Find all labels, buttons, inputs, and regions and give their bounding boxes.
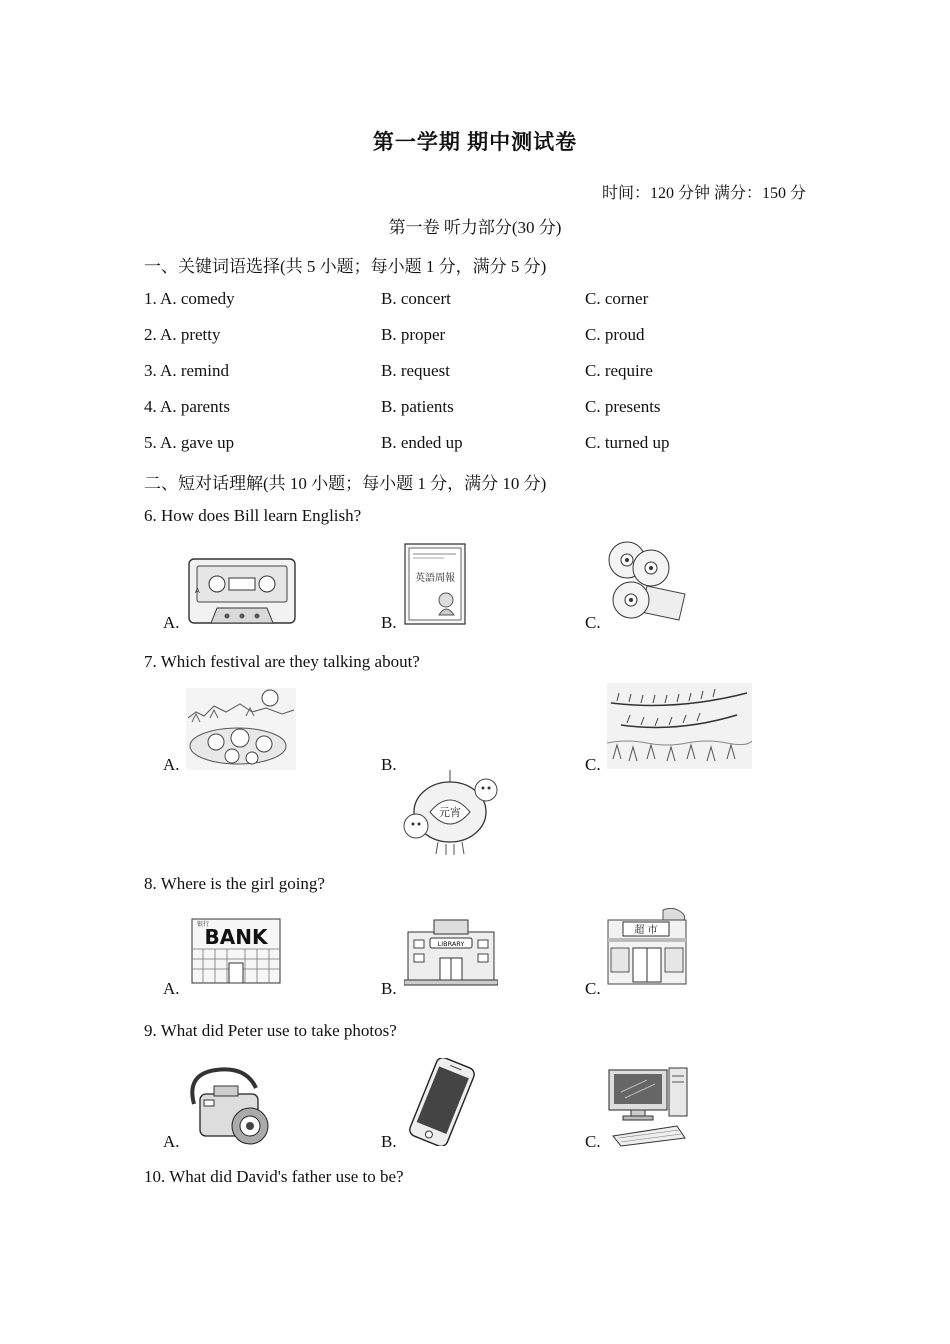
section2-heading: 二、短对话理解(共 10 小题；每小题 1 分，满分 10 分)	[144, 474, 547, 493]
exam-title: 第一学期 期中测试卷	[372, 130, 578, 154]
bank-small-text: 银行	[197, 921, 210, 928]
q1-option-a: 1. A. comedy	[144, 289, 235, 308]
library-sign-text: LIBRARY	[437, 940, 465, 948]
q7-label-b: B.	[381, 755, 397, 774]
computer-icon	[607, 1066, 689, 1148]
cassette-tape-icon	[187, 556, 297, 626]
q9-label-a: A.	[163, 1132, 180, 1151]
part-heading: 第一卷 听力部分(30 分)	[388, 218, 562, 237]
newspaper-icon	[404, 543, 466, 625]
cd-discs-icon	[607, 540, 687, 622]
camera-icon	[186, 1064, 278, 1146]
supermarket-sign-text: 超 市	[634, 925, 658, 936]
bank-sign-text: BANK	[204, 925, 268, 949]
exam-time-score: 时间：120 分钟 满分：150 分	[601, 185, 806, 202]
q7-label-a: A.	[163, 755, 180, 774]
q9-text: 9. What did Peter use to take photos?	[144, 1021, 397, 1040]
q1-option-c: C. corner	[585, 289, 649, 308]
dragon-boat-icon	[607, 683, 752, 769]
q9-label-c: C.	[585, 1132, 601, 1151]
q8-label-c: C.	[585, 979, 601, 998]
q8-label-b: B.	[381, 979, 397, 998]
q5-option-c: C. turned up	[585, 433, 670, 452]
q3-option-a: 3. A. remind	[144, 361, 229, 380]
svg-text:A: A	[195, 587, 200, 595]
q6-label-b: B.	[381, 613, 397, 632]
q4-option-b: B. patients	[381, 397, 454, 416]
supermarket-icon	[607, 908, 687, 986]
lantern-text: 元宵	[439, 806, 461, 819]
q6-text: 6. How does Bill learn English?	[144, 506, 362, 525]
q10-text: 10. What did David's father use to be?	[144, 1167, 404, 1186]
q9-label-b: B.	[381, 1132, 397, 1151]
q1-option-b: B. concert	[381, 289, 451, 308]
q4-option-c: C. presents	[585, 397, 661, 416]
q3-option-b: B. request	[381, 361, 450, 380]
q5-option-a: 5. A. gave up	[144, 433, 235, 452]
q4-option-a: 4. A. parents	[144, 397, 230, 416]
q2-option-c: C. proud	[585, 325, 645, 344]
q6-label-a: A.	[163, 613, 180, 632]
q6-label-c: C.	[585, 613, 601, 632]
q7-label-c: C.	[585, 755, 601, 774]
mid-autumn-icon	[186, 688, 296, 770]
q2-option-a: 2. A. pretty	[144, 325, 221, 344]
q8-label-a: A.	[163, 979, 180, 998]
section1-heading: 一、关键词语选择(共 5 小题；每小题 1 分，满分 5 分)	[144, 257, 547, 276]
newspaper-title-text: 英語周報	[415, 573, 455, 584]
lantern-icon	[400, 768, 500, 856]
bank-building-icon	[191, 917, 281, 985]
q7-text: 7. Which festival are they talking about?	[144, 652, 420, 671]
smartphone-icon	[404, 1058, 480, 1146]
q3-option-c: C. require	[585, 361, 653, 380]
q5-option-b: B. ended up	[381, 433, 463, 452]
q2-option-b: B. proper	[381, 325, 446, 344]
library-building-icon	[404, 918, 498, 986]
q8-text: 8. Where is the girl going?	[144, 874, 325, 893]
